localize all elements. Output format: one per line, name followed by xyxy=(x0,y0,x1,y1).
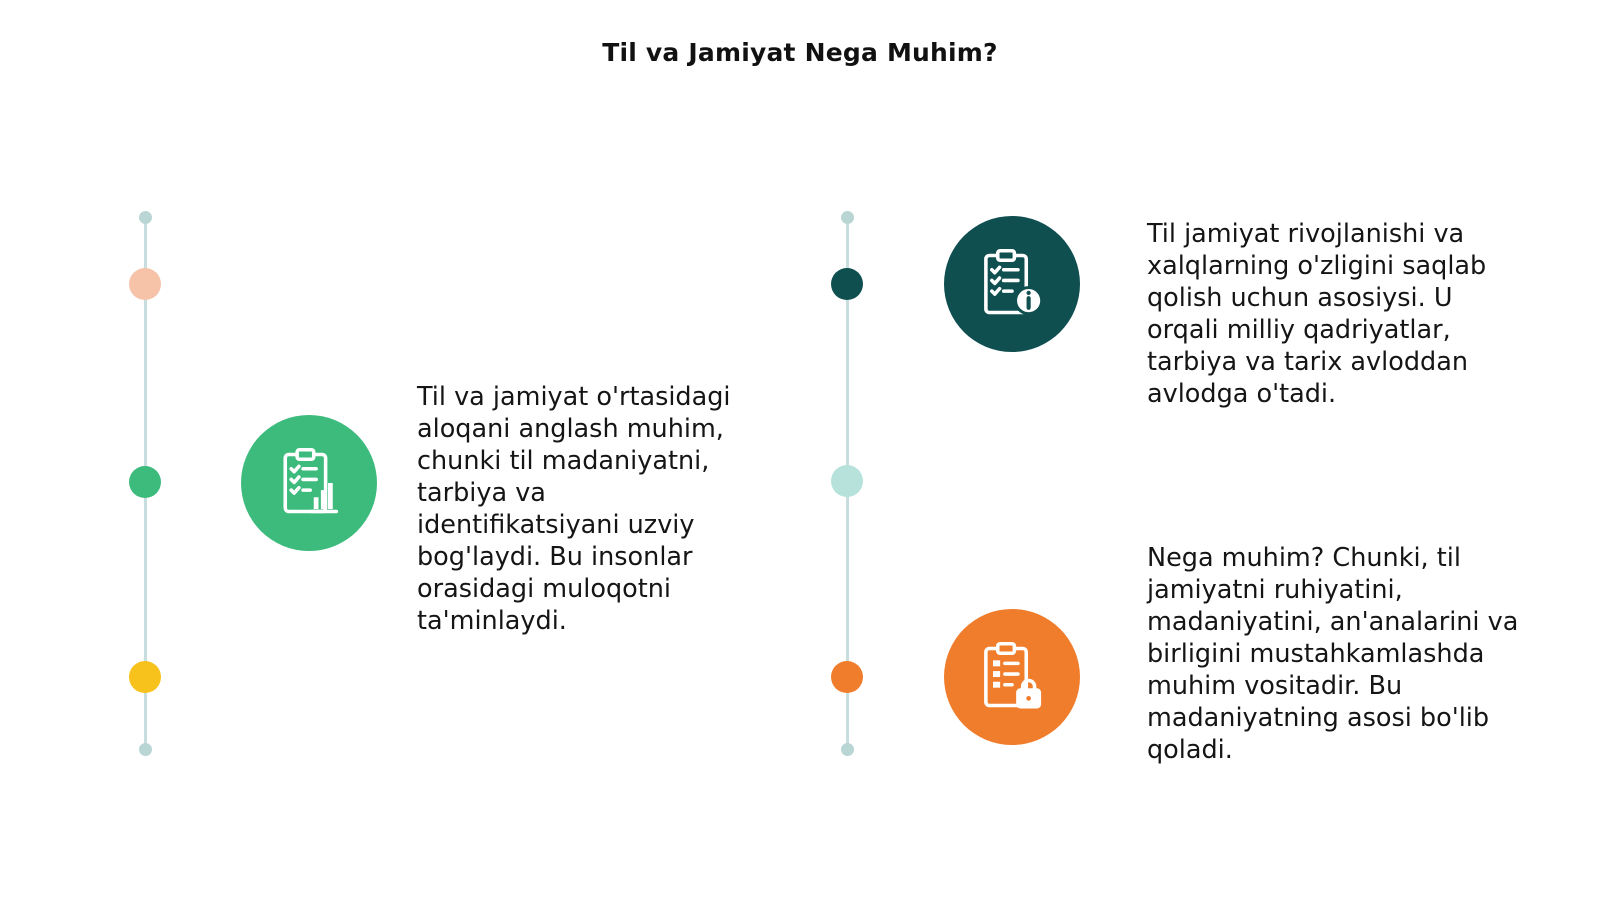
left-timeline-start-cap xyxy=(139,211,152,224)
right-timeline-dot-teal xyxy=(831,268,863,300)
item-text-1: Til va jamiyat o'rtasidagi aloqani anglash muhim, chunki til madaniyatni, tarbiya va identifikatsiyani uzviy bog'laydi. Bu insonlar orasidagi muloqotni ta'minlaydi. xyxy=(417,382,731,636)
item-text-2: Til jamiyat rivojlanishi va xalqlarning o'zligini saqlab qolish uchun asosiysi. U orqali milliy qadriyatlar, tarbiya va tarix avloddan avlodga o'tadi. xyxy=(1147,219,1487,409)
page-title: Til va Jamiyat Nega Muhim? xyxy=(602,38,998,67)
left-timeline-dot-peach xyxy=(129,268,161,300)
left-timeline-end-cap xyxy=(139,743,152,756)
item-text-3: Nega muhim? Chunki, til jamiyatni ruhiyatini, madaniyatini, an'analarini va birligini mustahkamlashda muhim vositadir. Bu madaniyatning asosi bo'lib qoladi. xyxy=(1147,543,1519,765)
left-timeline-dot-yellow xyxy=(129,661,161,693)
left-timeline-dot-green xyxy=(129,466,161,498)
right-timeline-start-cap xyxy=(841,211,854,224)
right-timeline-dot-orange xyxy=(831,661,863,693)
right-timeline-dot-mint xyxy=(831,465,863,497)
clipboard-lock-icon xyxy=(944,609,1080,745)
clipboard-chart-icon xyxy=(241,415,377,551)
clipboard-info-icon xyxy=(944,216,1080,352)
right-timeline-end-cap xyxy=(841,743,854,756)
